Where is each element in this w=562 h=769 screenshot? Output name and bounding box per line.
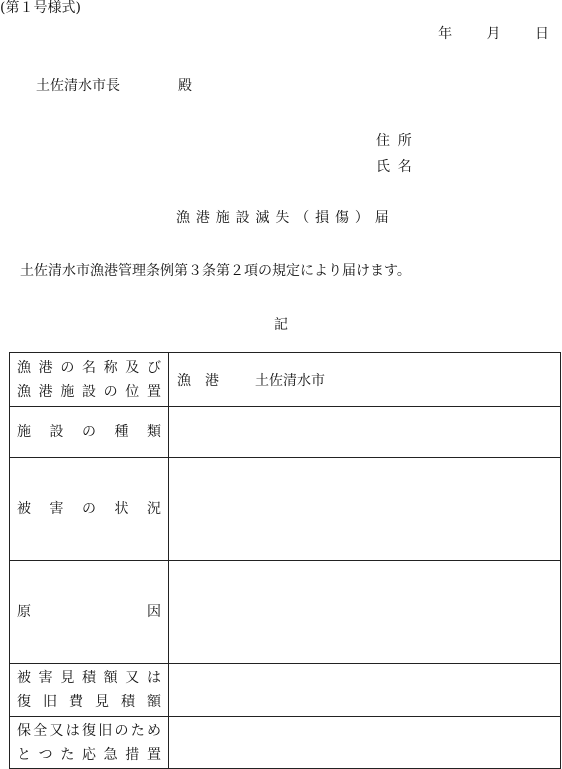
label-char: 原 [17, 604, 31, 620]
label-char: 設 [81, 383, 96, 400]
row-value-cause[interactable] [169, 561, 561, 664]
label-char: の [103, 383, 118, 400]
label-char: の [82, 501, 96, 517]
row-label-damage-status [10, 458, 169, 561]
row-label-facility-type [10, 407, 169, 458]
label-char: 因 [147, 604, 161, 620]
label-char: 旧 [98, 722, 113, 739]
label-char: 況 [147, 501, 161, 517]
label-char: 全 [33, 722, 48, 739]
label-char: 費 [69, 694, 83, 710]
label-char: 被 [17, 670, 31, 686]
label-char: 称 [103, 359, 118, 376]
label-char: 状 [114, 501, 129, 517]
label-char: 復 [17, 694, 31, 710]
date-month-label: 月 [486, 26, 501, 42]
label-line [10, 695, 168, 709]
row-value-location[interactable] [169, 353, 561, 407]
label-char: 積 [121, 694, 135, 710]
table-row [10, 664, 561, 717]
label-char: 応 [81, 746, 96, 763]
label-char: 措 [125, 746, 140, 763]
applicant-address-label: 住所 [376, 133, 420, 149]
label-char: 害 [49, 501, 64, 517]
label-char: 見 [60, 670, 75, 686]
table-row [10, 717, 561, 769]
row-value-damage-estimate[interactable] [169, 664, 561, 717]
table-row [10, 458, 561, 561]
form-number: (第１号様式) [0, 0, 81, 16]
form-table [9, 352, 561, 769]
table-row [10, 561, 561, 664]
table-row [10, 353, 561, 407]
label-char: 又 [125, 670, 140, 686]
ki-heading: 記 [274, 317, 288, 333]
label-char: 額 [147, 694, 161, 710]
label-char: 漁 [17, 359, 31, 376]
label-char: 類 [147, 424, 161, 440]
label-char: は [65, 722, 80, 739]
label-line [10, 425, 168, 439]
date-year-label: 年 [438, 26, 453, 42]
form-title: 漁港施設滅失（損傷）届 [176, 210, 395, 226]
date-day-label: 日 [535, 26, 549, 42]
statement-text: 土佐清水市漁港管理条例第３条第２項の規定により届けます。 [20, 263, 411, 279]
label-char: 種 [114, 424, 129, 440]
row-label-damage-estimate [10, 664, 169, 717]
label-line [10, 361, 168, 375]
label-char: 施 [17, 424, 31, 440]
label-char: 及 [125, 359, 140, 376]
label-char: と [17, 746, 31, 763]
label-char: 又 [49, 722, 64, 739]
label-char: 額 [103, 670, 118, 686]
addressee [36, 79, 192, 93]
row-label-emergency-measures [10, 717, 169, 769]
label-char: の [60, 359, 75, 376]
row-value-emergency-measures[interactable] [169, 717, 561, 769]
row-value-damage-status[interactable] [169, 458, 561, 561]
label-char: 施 [60, 383, 75, 400]
label-char: 置 [146, 383, 161, 400]
label-char: つ [38, 746, 53, 763]
label-char: 急 [103, 746, 118, 763]
table-row [10, 407, 561, 458]
label-line [10, 502, 168, 516]
date-line [438, 27, 549, 41]
label-char: 漁 [17, 383, 31, 400]
label-line [10, 671, 168, 685]
label-char: び [146, 359, 161, 376]
label-char: 港 [38, 383, 53, 400]
addressee-honorific: 殿 [178, 78, 192, 94]
label-line [10, 385, 168, 399]
label-char: 港 [38, 359, 53, 376]
label-char: 名 [81, 359, 96, 376]
label-char: 被 [17, 501, 31, 517]
label-line [10, 748, 168, 762]
label-line [10, 724, 168, 738]
label-char: の [114, 722, 129, 739]
label-line [10, 605, 168, 619]
label-char: 位 [125, 383, 140, 400]
label-char: 旧 [43, 694, 57, 710]
fishing-port-prefix: 漁 港 [177, 372, 219, 389]
label-char: 復 [82, 722, 96, 739]
label-char: 積 [81, 670, 96, 686]
label-char: め [147, 722, 161, 739]
row-label-location [10, 353, 169, 407]
label-char: は [146, 670, 161, 686]
addressee-name: 土佐清水市長 [36, 78, 120, 94]
label-char: 見 [95, 694, 109, 710]
label-char: 設 [49, 424, 64, 440]
label-char: 保 [17, 722, 31, 739]
row-label-cause [10, 561, 169, 664]
label-char: 置 [146, 746, 161, 763]
label-char: の [82, 424, 96, 440]
location-value: 土佐清水市 [255, 372, 325, 389]
label-char: た [60, 746, 75, 763]
label-char: た [130, 722, 145, 739]
applicant-name-label: 氏名 [376, 159, 420, 175]
row-value-facility-type[interactable] [169, 407, 561, 458]
label-char: 害 [38, 670, 53, 686]
